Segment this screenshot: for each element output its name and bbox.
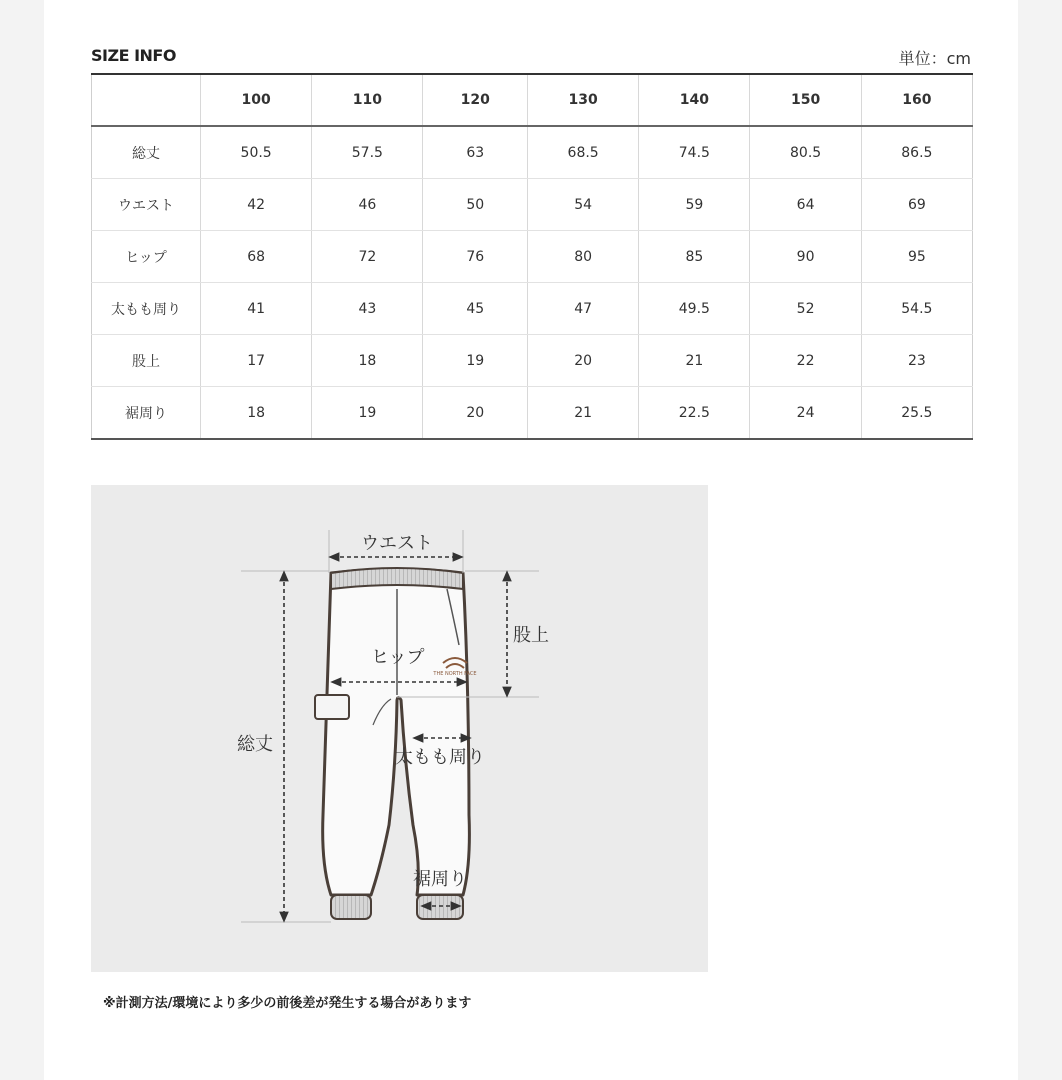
unit-label: 単位：cm [898, 49, 971, 68]
table-cell: 64 [750, 179, 861, 231]
table-cell: 43 [312, 283, 423, 335]
size-header: 110 [312, 74, 423, 126]
table-row [92, 179, 973, 231]
page [44, 0, 1018, 1080]
table-cell: 45 [423, 283, 528, 335]
thigh-label: 太もも周り [395, 747, 485, 768]
table-row [92, 335, 973, 387]
table-cell: 18 [312, 335, 423, 387]
measurement-diagram [91, 485, 708, 972]
table-row [92, 387, 973, 440]
table-cell: 49.5 [639, 283, 750, 335]
table-cell: 41 [201, 283, 312, 335]
table-row [92, 283, 973, 335]
table-cell: 80 [528, 231, 639, 283]
size-header: 100 [201, 74, 312, 126]
table-cell: 22.5 [639, 387, 750, 440]
size-table [91, 73, 973, 440]
waist-label: ウエスト [361, 533, 433, 554]
table-cell: 52 [750, 283, 861, 335]
row-label: 太もも周り [92, 283, 201, 335]
right-cuff [417, 895, 463, 919]
size-header: 160 [861, 74, 972, 126]
table-cell: 47 [528, 283, 639, 335]
pants-illustration [91, 485, 708, 972]
rise-label: 股上 [513, 625, 549, 646]
corner-cell [92, 74, 201, 126]
row-label: ウエスト [92, 179, 201, 231]
total-length-label: 総丈 [237, 734, 273, 755]
table-cell: 24 [750, 387, 861, 440]
size-header: 120 [423, 74, 528, 126]
table-cell: 86.5 [861, 126, 972, 179]
table-cell: 54.5 [861, 283, 972, 335]
table-cell: 72 [312, 231, 423, 283]
waistband [331, 568, 463, 589]
cargo-pocket [315, 695, 349, 719]
table-cell: 19 [312, 387, 423, 440]
table-cell: 54 [528, 179, 639, 231]
table-row [92, 231, 973, 283]
table-cell: 20 [423, 387, 528, 440]
table-cell: 19 [423, 335, 528, 387]
table-cell: 68.5 [528, 126, 639, 179]
table-cell: 69 [861, 179, 972, 231]
row-label: 総丈 [92, 126, 201, 179]
table-cell: 95 [861, 231, 972, 283]
left-cuff [331, 895, 371, 919]
table-cell: 17 [201, 335, 312, 387]
table-cell: 74.5 [639, 126, 750, 179]
size-header: 130 [528, 74, 639, 126]
table-cell: 68 [201, 231, 312, 283]
size-info-header [91, 46, 971, 72]
table-cell: 22 [750, 335, 861, 387]
row-label: ヒップ [92, 231, 201, 283]
table-cell: 42 [201, 179, 312, 231]
table-cell: 18 [201, 387, 312, 440]
table-cell: 90 [750, 231, 861, 283]
svg-text:THE NORTH FACE: THE NORTH FACE [433, 671, 477, 677]
measurement-note: ※計測方法/環境により多少の前後差が発生する場合があります [103, 996, 472, 1011]
size-info-title: SIZE INFO [91, 46, 176, 65]
hem-label: 裾周り [413, 869, 467, 890]
size-header: 140 [639, 74, 750, 126]
row-label: 股上 [92, 335, 201, 387]
table-cell: 80.5 [750, 126, 861, 179]
table-cell: 59 [639, 179, 750, 231]
table-cell: 76 [423, 231, 528, 283]
table-cell: 85 [639, 231, 750, 283]
row-label: 裾周り [92, 387, 201, 440]
table-cell: 20 [528, 335, 639, 387]
table-cell: 50 [423, 179, 528, 231]
table-row [92, 126, 973, 179]
hip-label: ヒップ [371, 647, 425, 668]
table-cell: 21 [639, 335, 750, 387]
table-cell: 25.5 [861, 387, 972, 440]
table-cell: 23 [861, 335, 972, 387]
pants-outline [323, 569, 470, 895]
table-cell: 57.5 [312, 126, 423, 179]
size-header: 150 [750, 74, 861, 126]
table-cell: 21 [528, 387, 639, 440]
table-cell: 50.5 [201, 126, 312, 179]
table-cell: 46 [312, 179, 423, 231]
size-header-row [92, 74, 973, 126]
table-cell: 63 [423, 126, 528, 179]
